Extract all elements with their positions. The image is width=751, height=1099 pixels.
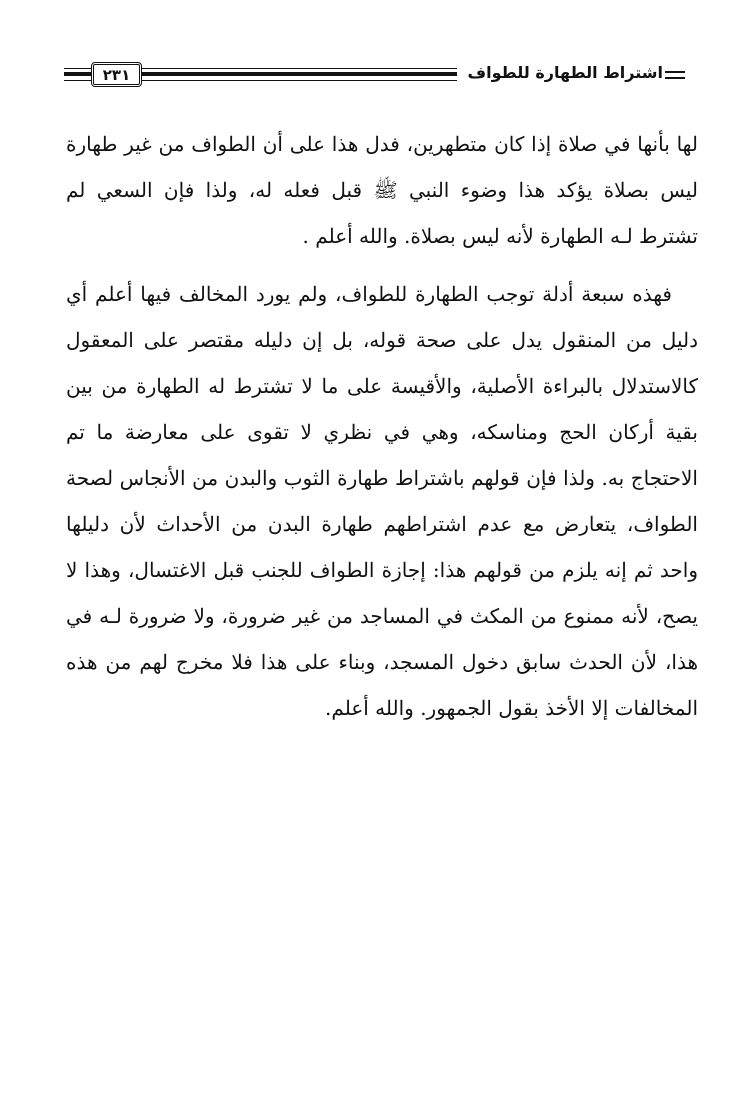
- header-ornament-right: [665, 71, 685, 73]
- header-rule-top: [142, 68, 457, 69]
- header-ornament-right-lower: [665, 77, 685, 79]
- page-number: ٢٣١: [91, 62, 142, 87]
- paragraph-2-wrapper: [66, 271, 698, 731]
- paragraph-2: فهذه سبعة أدلة توجب الطهارة للطواف، ولم يورد المخالف فيها أعلم أي دليل من المنقول يدل على صحة قوله، بل إن دليله مقتصر على المعقول كالاستدلال بالبراءة الأصلية، والأقيسة على ما لا تشترط له الطهارة من بين بقية أركان الحج ومناسكه، وهي في نظري لا تقوى على معارضة ما تم الاحتجاج به. ولذا فإن قولهم باشتراط طهارة الثوب والبدن من الأنجاس لصحة الطواف، يتعارض مع عدم اشتراطهم طهارة البدن من الأحداث لأن دليلها واحد ثم إنه يلزم من قولهم هذا: إجازة الطواف للجنب قبل الاغتسال، وهذا لا يصح، لأنه ممنوع من المكث في المساجد من غير ضرورة، ولا ضرورة لـه في هذا، لأن الحدث سابق دخول المسجد، وبناء على هذا فلا مخرج لهم من هذه المخالفات إلا الأخذ بقول الجمهور. والله أعلم.: [66, 282, 698, 720]
- running-header-title: اشتراط الطهارة للطواف: [467, 63, 663, 82]
- header-rule-left-thick: [64, 72, 91, 76]
- paragraph-1: لها بأنها في صلاة إذا كان متطهرين، فدل هذا على أن الطواف من غير طهارة ليس بصلاة يؤكد هذا وضوء النبي ﷺ قبل فعله له، ولذا فإن السعي لم تشترط لـه الطهارة لأنه ليس بصلاة. والله أعلم .: [66, 132, 698, 248]
- header-rule-left-top: [64, 68, 91, 69]
- header-rule-bottom: [142, 80, 457, 81]
- header-rule-left-bottom: [64, 80, 91, 81]
- header-rule-thick: [142, 72, 457, 76]
